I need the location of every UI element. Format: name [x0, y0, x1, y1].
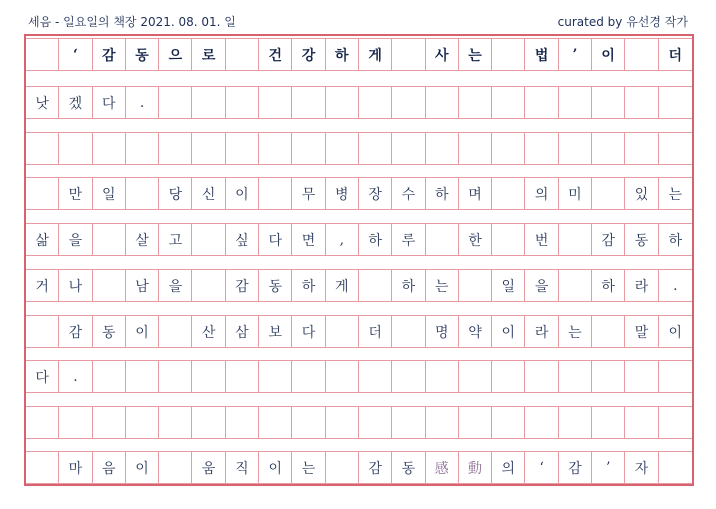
grid-cell: 한 [459, 223, 492, 256]
grid-cell [659, 86, 692, 119]
grid-cell: 動 [459, 451, 492, 484]
grid-cell [226, 86, 259, 119]
grid-cell [93, 269, 126, 302]
grid-cell: 만 [59, 177, 92, 210]
grid-cell: 의 [492, 451, 525, 484]
grid-cell [26, 177, 59, 210]
grid-cell: 하 [359, 223, 392, 256]
grid-cell: 을 [59, 223, 92, 256]
grid-cell [392, 132, 425, 165]
grid-cell: 자 [625, 451, 658, 484]
grid-cell: 장 [359, 177, 392, 210]
grid-cell [126, 132, 159, 165]
grid-cell: 는 [292, 451, 325, 484]
grid-cell: 명 [426, 315, 459, 348]
grid-cell [392, 315, 425, 348]
grid-cell: 감 [592, 223, 625, 256]
grid-cell [59, 406, 92, 439]
grid-cell [359, 269, 392, 302]
grid-cell: 감 [559, 451, 592, 484]
grid-cell: 마 [59, 451, 92, 484]
grid-cell [159, 451, 192, 484]
grid-cell: 거 [26, 269, 59, 302]
grid-cell: 있 [625, 177, 658, 210]
grid-cell: 무 [292, 177, 325, 210]
grid-cell: 는 [559, 315, 592, 348]
grid-cell: 병 [326, 177, 359, 210]
grid-cell [492, 177, 525, 210]
grid-cell: 낫 [26, 86, 59, 119]
grid-cell [226, 132, 259, 165]
grid-cell [492, 86, 525, 119]
grid-cell: 이 [259, 451, 292, 484]
grid-cell: 일 [93, 177, 126, 210]
grid-cell [625, 360, 658, 393]
grid-cell [459, 406, 492, 439]
grid-cell [392, 406, 425, 439]
grid-cell [659, 451, 692, 484]
grid-cell [592, 177, 625, 210]
grid-cell [559, 360, 592, 393]
grid-cell [26, 132, 59, 165]
grid-cell [326, 406, 359, 439]
grid-cell: 겠 [59, 86, 92, 119]
grid-cell: 하 [292, 269, 325, 302]
grid-cell [492, 38, 525, 71]
grid-cell [26, 38, 59, 71]
grid-cell: 약 [459, 315, 492, 348]
grid-cell: 강 [292, 38, 325, 71]
grid-cell: 번 [525, 223, 558, 256]
grid-cell: 움 [192, 451, 225, 484]
grid-cell [326, 451, 359, 484]
grid-cell [126, 360, 159, 393]
grid-cell: 감 [93, 38, 126, 71]
grid-cell: 이 [492, 315, 525, 348]
grid-cell: 당 [159, 177, 192, 210]
grid-cell [359, 406, 392, 439]
grid-cell: 라 [525, 315, 558, 348]
grid-row [26, 177, 692, 210]
grid-cell [559, 406, 592, 439]
grid-cell [392, 86, 425, 119]
grid-cell [625, 38, 658, 71]
grid-cell: 는 [426, 269, 459, 302]
grid-cell [292, 86, 325, 119]
grid-cell: 말 [625, 315, 658, 348]
grid-cell [259, 360, 292, 393]
grid-cell [159, 360, 192, 393]
grid-cell [525, 86, 558, 119]
grid-cell [359, 360, 392, 393]
grid-cell [192, 269, 225, 302]
grid-cell: 다 [292, 315, 325, 348]
grid-cell: ’ [592, 451, 625, 484]
grid-cell [359, 86, 392, 119]
grid-cell [159, 86, 192, 119]
grid-cell [459, 360, 492, 393]
grid-row [26, 315, 692, 348]
grid-cell: 삼 [226, 315, 259, 348]
grid-cell: 나 [59, 269, 92, 302]
grid-cell [326, 315, 359, 348]
grid-cell: . [659, 269, 692, 302]
grid-cell: 게 [326, 269, 359, 302]
grid-cell: 면 [292, 223, 325, 256]
grid-cell: 다 [26, 360, 59, 393]
grid-cell: ’ [559, 38, 592, 71]
grid-cell [559, 223, 592, 256]
grid-cell [592, 315, 625, 348]
grid-cell [559, 269, 592, 302]
grid-cell [192, 406, 225, 439]
grid-cell: 다 [259, 223, 292, 256]
grid-cell: 하 [426, 177, 459, 210]
grid-cell: 이 [226, 177, 259, 210]
grid-cell [492, 406, 525, 439]
grid-cell [426, 132, 459, 165]
grid-cell: 하 [592, 269, 625, 302]
grid-cell: ‘ [525, 451, 558, 484]
grid-cell: 싶 [226, 223, 259, 256]
grid-cell [392, 38, 425, 71]
grid-cell [659, 406, 692, 439]
grid-cell [492, 223, 525, 256]
grid-cell [159, 406, 192, 439]
grid-cell [192, 132, 225, 165]
grid-cell: 동 [93, 315, 126, 348]
grid-cell: 라 [625, 269, 658, 302]
grid-cell [226, 360, 259, 393]
grid-cell: 로 [192, 38, 225, 71]
grid-row [26, 38, 692, 71]
grid-cell: 感 [426, 451, 459, 484]
grid-cell [226, 406, 259, 439]
grid-cell [459, 132, 492, 165]
header-right-text: curated by 유선경 작가 [557, 15, 688, 29]
grid-cell: 수 [392, 177, 425, 210]
grid-cell [192, 223, 225, 256]
grid-cell [226, 38, 259, 71]
grid-cell [326, 132, 359, 165]
grid-cell: 신 [192, 177, 225, 210]
grid-cell [559, 132, 592, 165]
grid-cell [192, 86, 225, 119]
grid-cell: 의 [525, 177, 558, 210]
grid-cell [426, 360, 459, 393]
grid-cell: 을 [159, 269, 192, 302]
grid-cell: 다 [93, 86, 126, 119]
grid-cell: 하 [326, 38, 359, 71]
grid-cell [159, 132, 192, 165]
grid-cell: 이 [659, 315, 692, 348]
grid-cell [26, 315, 59, 348]
grid-cell [59, 132, 92, 165]
grid-row [26, 451, 692, 484]
grid-cell [392, 360, 425, 393]
grid-cell: 하 [659, 223, 692, 256]
grid-cell: 음 [93, 451, 126, 484]
grid-cell: 하 [392, 269, 425, 302]
grid-cell: 루 [392, 223, 425, 256]
grid-cell: 감 [359, 451, 392, 484]
grid-row [26, 86, 692, 119]
grid-cell: 동 [392, 451, 425, 484]
grid-cell [659, 132, 692, 165]
grid-row [26, 269, 692, 302]
grid-cell: 동 [126, 38, 159, 71]
grid-cell [359, 132, 392, 165]
grid-cell: 법 [525, 38, 558, 71]
grid-cell: 이 [126, 315, 159, 348]
grid-cell: 을 [525, 269, 558, 302]
grid-cell: 동 [625, 223, 658, 256]
grid-cell: 보 [259, 315, 292, 348]
grid-cell [159, 315, 192, 348]
grid-cell: 직 [226, 451, 259, 484]
grid-cell [93, 406, 126, 439]
grid-cell: 더 [359, 315, 392, 348]
grid-cell [426, 86, 459, 119]
grid-cell [259, 86, 292, 119]
grid-cell [93, 223, 126, 256]
grid-cell [592, 406, 625, 439]
grid-cell: ‘ [59, 38, 92, 71]
grid-cell: 더 [659, 38, 692, 71]
grid-cell [459, 86, 492, 119]
grid-cell [426, 223, 459, 256]
grid-row [26, 406, 692, 439]
grid-cell: 게 [359, 38, 392, 71]
grid-cell: 이 [592, 38, 625, 71]
grid-cell: 삶 [26, 223, 59, 256]
grid-cell: 건 [259, 38, 292, 71]
grid-cell: 며 [459, 177, 492, 210]
grid-cell [292, 132, 325, 165]
grid-cell [525, 132, 558, 165]
grid-cell [192, 360, 225, 393]
grid-cell [492, 132, 525, 165]
grid-cell: 남 [126, 269, 159, 302]
grid-cell: 미 [559, 177, 592, 210]
grid-cell: 감 [226, 269, 259, 302]
grid-row [26, 132, 692, 165]
grid-cell: 산 [192, 315, 225, 348]
grid-cell: 는 [459, 38, 492, 71]
grid-cell: . [59, 360, 92, 393]
grid-cell [326, 360, 359, 393]
grid-cell: 동 [259, 269, 292, 302]
grid-cell: 는 [659, 177, 692, 210]
grid-cell: 일 [492, 269, 525, 302]
grid-cell [259, 177, 292, 210]
grid-cell [93, 132, 126, 165]
manuscript-grid [24, 34, 694, 486]
grid-cell [559, 86, 592, 119]
grid-cell: 이 [126, 451, 159, 484]
grid-row [26, 223, 692, 256]
grid-cell [625, 406, 658, 439]
header-left-text: 세음 - 일요일의 책장 2021. 08. 01. 일 [28, 15, 236, 29]
grid-cell [592, 360, 625, 393]
grid-cell: 으 [159, 38, 192, 71]
grid-cell [26, 451, 59, 484]
grid-cell [259, 406, 292, 439]
grid-cell [326, 86, 359, 119]
grid-cell [525, 360, 558, 393]
grid-cell [525, 406, 558, 439]
grid-cell [126, 406, 159, 439]
grid-cell [26, 406, 59, 439]
grid-cell [625, 86, 658, 119]
grid-cell [592, 86, 625, 119]
grid-cell: 살 [126, 223, 159, 256]
grid-row [26, 360, 692, 393]
grid-cell [292, 360, 325, 393]
grid-cell [93, 360, 126, 393]
grid-cell [426, 406, 459, 439]
grid-cell [259, 132, 292, 165]
grid-cell: 사 [426, 38, 459, 71]
grid-cell: , [326, 223, 359, 256]
grid-cell [625, 132, 658, 165]
grid-cell [592, 132, 625, 165]
grid-cell: . [126, 86, 159, 119]
grid-cell: 감 [59, 315, 92, 348]
grid-cell [459, 269, 492, 302]
grid-cell [659, 360, 692, 393]
grid-cell [126, 177, 159, 210]
grid-cell [492, 360, 525, 393]
grid-cell: 고 [159, 223, 192, 256]
grid-cell [292, 406, 325, 439]
